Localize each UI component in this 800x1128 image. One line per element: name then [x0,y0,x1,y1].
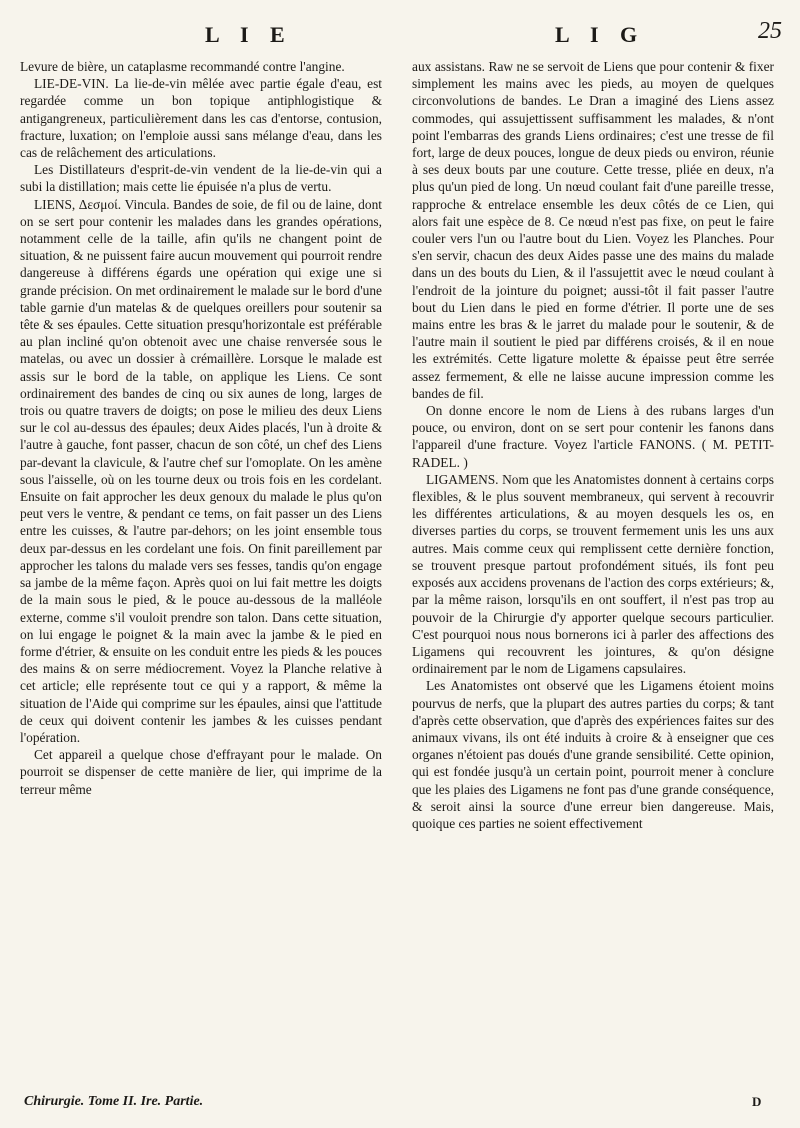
paragraph: LIGAMENS. Nom que les Anatomistes donnent à certains corps flexibles, & le plus souvent membraneux, qui servent à recouvrir les différentes articulations, & au moyen desquels les os, en diverses parties du corps, se trouvent fermement unis les uns aux autres. Mais comme ceux qui remplissent cette dernière fonction, se trouvent presque partout profondément situés, ils font peu exposés aux accidens provenans de l'action des corps extérieurs; &, par la même raison, lorsqu'ils en ont souffert, il n'est pas trop au pouvoir de la Chirurgie d'y apporter quelque secours particulier. C'est pourquoi nous nous bornerons ici à parler des affections des Ligamens qui recouvrent les jointures, & qu'on désigne ordinairement par le nom de Ligamens capsulaires. [412,471,774,677]
right-column [412,58,774,832]
page-header [0,14,800,54]
signature-mark: D [752,1094,762,1109]
paragraph: Levure de bière, un cataplasme recommandé contre l'angine. [20,59,345,74]
paragraph: aux assistans. Raw ne se servoit de Liens que pour contenir & fixer simplement les mains avec les pieds, au moyen de quelques circonvolutions de bandes. Le Dran a imaginé des Liens assez commodes, qui assujettissent suffisamment les malades, & n'ont point l'embarras des grands Liens ordinaires; c'est une tresse de fil fort, large de deux pouces, longue de deux pieds ou environ, réunie à ses deux bouts par une couture. Cette tresse, pliée en deux, n'a plus qu'un pied de long. Un nœud coulant fait d'une pareille tresse, rapproche & entrelace ensemble les deux côtés de ce Lien, qui alors fait une espèce de 8. Ce nœud n'est pas fixe, on peut le faire couler vers l'un ou l'autre bout du Lien. Voyez les Planches. Pour s'en servir, chacun des deux Aides passe une des mains du malade dans un des bouts du Lien, & il l'assujettit avec le nœud coulant à l'endroit de la jointure du poignet; aussi-tôt il fait passer l'autre bout du Lien dans le pied en forme d'étrier. Il porte une de ses mains entre les bras & le jarret du malade pour le soutenir, & de l'autre main il soutient le pied par différens croisés, & il en noue les extrémités. Cette ligature molette & épaisse peut être serrée assez fermement, & elle ne laisse aucune impression comme les bandes de fil. [412,59,774,401]
paragraph: Les Anatomistes ont observé que les Ligamens étoient moins pourvus de nerfs, que la plupart des autres parties du corps; & tant d'après cette observation, que d'après des expériences faites sur des animaux vivans, ils ont été induits à croire & à enseigner que ces organes n'étoient pas doués d'une grande sensibilité. Cette opinion, qui est fondée jusqu'à un certain point, pourroit mener à conclure que les plaies des Ligamens ne font pas d'une grande conséquence, & seroit ainsi la source d'une erreur bien dangereuse. Mais, quoique ces parties ne soient effectivement [412,678,774,831]
page-footer [0,1094,800,1118]
footer-volume-title: Chirurgie. Tome II. Ire. Partie. [24,1094,204,1109]
paragraph: Les Distillateurs d'esprit-de-vin vendent de la lie-de-vin qui a subi la distillation; mais cette lie épuisée n'a plus de vertu. [20,162,382,195]
running-head-right: L I G [555,22,646,47]
paragraph: Cet appareil a quelque chose d'effrayant pour le malade. On pourroit se dispenser de cette manière de lier, qui imprime de la terreur même [20,747,382,797]
running-head-left: L I E [205,22,293,47]
paragraph: On donne encore le nom de Liens à des rubans larges d'un pouce, ou environ, dont on se sert pour contenir les fanons dans l'appareil d'une fracture. Voyez l'article FANONS. ( M. PETIT-RADEL. ) [412,403,774,470]
left-column [20,58,382,798]
paragraph: LIE-DE-VIN. La lie-de-vin mêlée avec partie égale d'eau, est regardée comme un bon topique antiphlogistique & antigangreneux, particulièrement dans les cas d'entorse, contusion, fracture, luxation; on l'emploie aussi sans mélange d'eau, dans les cas de relâchement des articulations. [20,76,382,161]
page-number: 25 [758,18,782,44]
paragraph: LIENS, Δεσμοί. Vincula. Bandes de soie, de fil ou de laine, dont on se sert pour contenir les malades dans les grandes opérations, notamment celle de la taille, afin qu'ils ne changent point de situation, & ne puissent faire aucun mouvement qui pourroit rendre dangereuse à différens égards une opération qui exige une si grande précision. On met ordinairement le malade sur le bord d'une table garnie d'un matelas & de quelques oreillers pour soutenir sa tête & ses épaules. Cette situation presqu'horizontale est préférable au plan incliné qu'on obtenoit avec une chaise renversée sous le matelas, ou avec un dossier à crémaillère. Lorsque le malade est assis sur le bord de la table, on applique les Liens. Ce sont ordinairement des bandes de cinq ou six aunes de long, larges de trois ou quatre travers de doigts; on pose le milieu des deux Liens sur le col au-dessus des épaules; deux Aides placés, l'un à droite & l'autre à gauche, font passer, chacun de son côté, un chef des Liens par-devant la clavicule, & l'autre chef sur l'omoplate. On les amène sous l'aisselle, où on les tourne deux ou trois fois en les cordelant. Ensuite on fait approcher les deux genoux du malade le plus qu'on peut vers le ventre, & pendant ce tems, on fait passer un des Liens entre les cuisses, & l'autre par-dehors; on les joint ensemble tous deux par-dessus en les cordelant une fois. On finit pareillement par approcher les talons du malade vers ses fesses, tandis qu'on engage sa jambe de la même façon. Après quoi on lui fait mettre les doigts de la main sous le pied, & le pouce au-dessous de la malléole externe, comme s'il vouloit prendre son talon. Dans cette situation, on lui engage le poignet & la main avec la jambe & le pied en forme d'étrier, & ensuite on les conduit entre les pieds & les pouces des mains & on serre médiocrement. Voyez la Planche relative à cet article; elle représente tout ce qui y a rapport, & même la situation de l'Aide qui comprime sur les épaules, ainsi que l'attitude de ceux qui doivent contenir les jambes & les cuisses pendant l'opération. [20,196,382,745]
